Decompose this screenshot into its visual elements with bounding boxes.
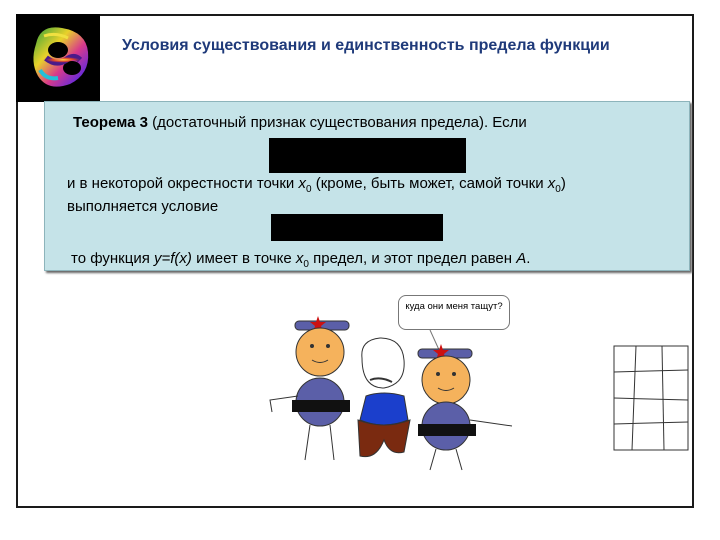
pants-middle bbox=[358, 420, 410, 457]
face-right bbox=[422, 356, 470, 404]
x0-var: x bbox=[298, 175, 306, 192]
belt-left bbox=[292, 400, 350, 412]
line2-part-b: (кроме, быть может, самой точки bbox=[311, 175, 548, 192]
line4-part-b: имеет в точке bbox=[191, 250, 296, 267]
theorem-label: Теорема 3 bbox=[73, 114, 148, 131]
escorted-man bbox=[358, 338, 410, 457]
line2-part-c: ) bbox=[560, 175, 566, 192]
limit-var: A bbox=[516, 250, 527, 267]
face-middle bbox=[362, 338, 404, 388]
shirt-middle bbox=[360, 393, 408, 425]
theorem-tail: . Если bbox=[483, 114, 527, 131]
theorem-paren: (достаточный признак существования предела) bbox=[152, 114, 484, 131]
slide-title: Условия существования и единственность предела функции bbox=[122, 37, 610, 54]
x0-var-2: x bbox=[547, 175, 556, 192]
x0-var-3: x bbox=[295, 250, 304, 267]
line4-part-d: . bbox=[526, 250, 531, 267]
policeman-left bbox=[270, 316, 350, 460]
line4-part-a: то функция bbox=[71, 250, 154, 267]
x0-sub-2: 0 bbox=[555, 184, 561, 195]
belt-right bbox=[418, 424, 476, 436]
x0-sub-3: 0 bbox=[303, 259, 309, 270]
line4-part-c: предел, и этот предел равен bbox=[308, 250, 517, 267]
speech-bubble: куда они меня тащут? bbox=[398, 295, 510, 330]
grid-sketch bbox=[614, 346, 688, 450]
x0-sub: 0 bbox=[305, 184, 312, 195]
line2-part-a: и в некоторой окрестности точки bbox=[67, 175, 299, 192]
function-expr: y=f(x) bbox=[154, 250, 192, 267]
policeman-right bbox=[418, 344, 512, 470]
theorem-line-3: выполняется условие bbox=[67, 198, 219, 215]
face-left bbox=[296, 328, 344, 376]
